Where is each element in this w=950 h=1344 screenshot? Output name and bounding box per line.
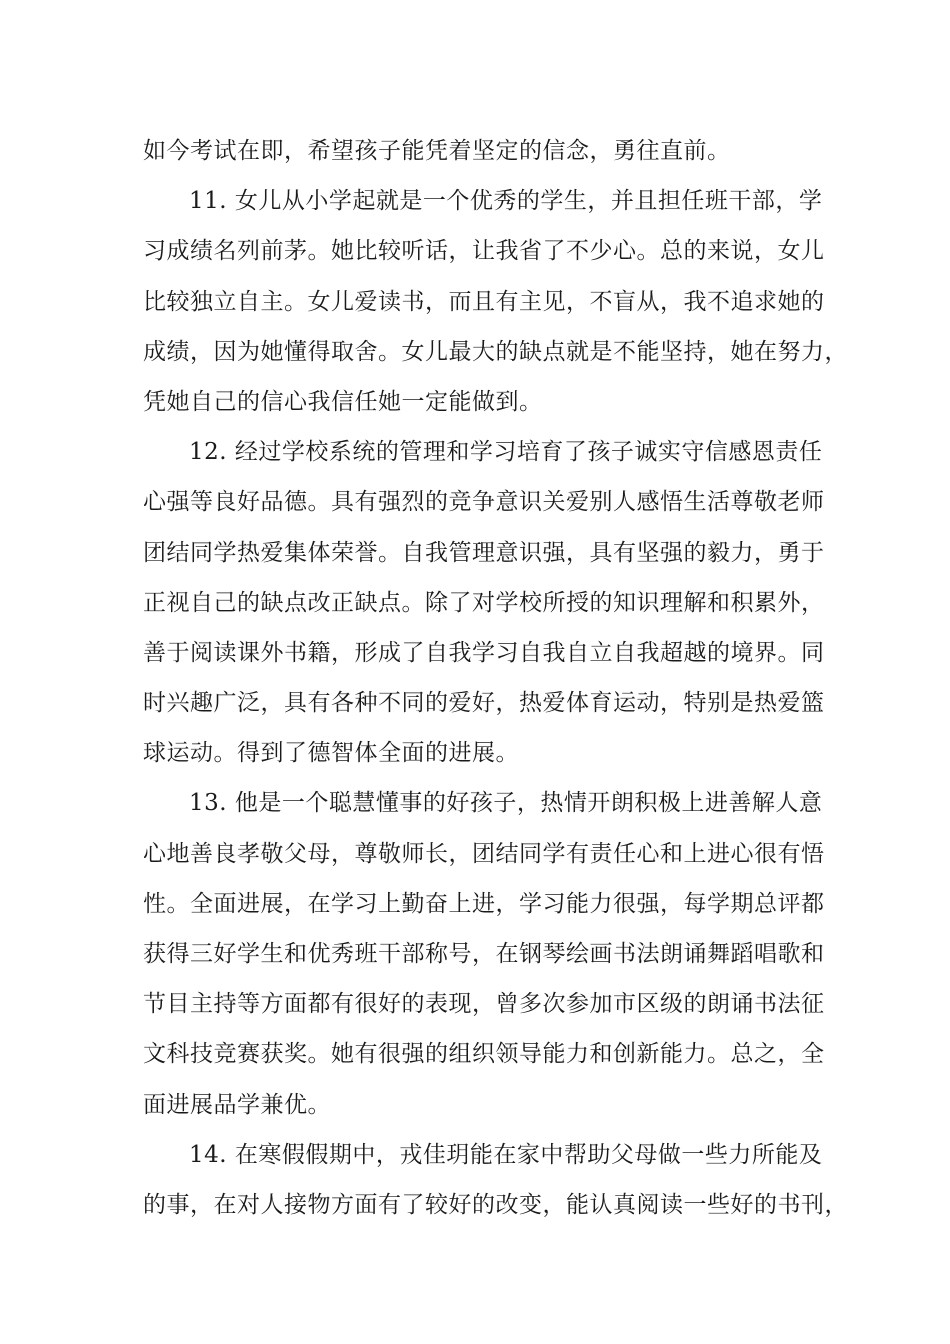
paragraph-line: 节目主持等方面都有很好的表现，曾多次参加市区级的朗诵书法征 [143, 991, 825, 1018]
paragraph-line: 13. 他是一个聪慧懂事的好孩子，热情开朗积极上进善解人意 [189, 790, 823, 817]
document-body [143, 126, 848, 1230]
paragraph-line: 正视自己的缺点改正缺点。除了对学校所授的知识理解和积累外， [143, 589, 825, 616]
paragraph-line: 11. 女儿从小学起就是一个优秀的学生，并且担任班干部，学 [189, 188, 823, 215]
paragraph-line: 心地善良孝敬父母，尊敬师长，团结同学有责任心和上进心很有悟 [143, 840, 825, 867]
paragraph-line: 14. 在寒假假期中，戎佳玥能在家中帮助父母做一些力所能及 [189, 1141, 823, 1168]
paragraph-line: 比较独立自主。女儿爱读书，而且有主见，不盲从，我不追求她的 [143, 288, 825, 315]
paragraph-line: 时兴趣广泛，具有各种不同的爱好，热爱体育运动，特别是热爱篮 [143, 690, 825, 717]
paragraph-line: 面进展品学兼优。 [143, 1091, 331, 1118]
paragraph-line: 成绩，因为她懂得取舍。女儿最大的缺点就是不能坚持，她在努力， [143, 338, 848, 365]
paragraph-line: 文科技竞赛获奖。她有很强的组织领导能力和创新能力。总之，全 [143, 1041, 825, 1068]
paragraph-line: 善于阅读课外书籍，形成了自我学习自我自立自我超越的境界。同 [143, 639, 825, 666]
paragraph-line: 习成绩名列前茅。她比较听话，让我省了不少心。总的来说，女儿 [143, 238, 825, 265]
paragraph-line: 心强等良好品德。具有强烈的竞争意识关爱别人感悟生活尊敬老师 [143, 489, 825, 516]
paragraph-line: 团结同学热爱集体荣誉。自我管理意识强，具有坚强的毅力，勇于 [143, 539, 825, 566]
paragraph-line: 球运动。得到了德智体全面的进展。 [143, 740, 519, 767]
paragraph-line: 性。全面进展，在学习上勤奋上进，学习能力很强，每学期总评都 [143, 890, 825, 917]
paragraph-line: 获得三好学生和优秀班干部称号，在钢琴绘画书法朗诵舞蹈唱歌和 [143, 941, 825, 967]
paragraph-line: 12. 经过学校系统的管理和学习培育了孩子诚实守信感恩责任 [189, 439, 823, 466]
paragraph-line: 凭她自己的信心我信任她一定能做到。 [143, 388, 543, 415]
paragraph-line: 如今考试在即，希望孩子能凭着坚定的信念，勇往直前。 [143, 138, 731, 164]
paragraph-line: 的事，在对人接物方面有了较好的改变，能认真阅读一些好的书刊， [143, 1191, 848, 1218]
